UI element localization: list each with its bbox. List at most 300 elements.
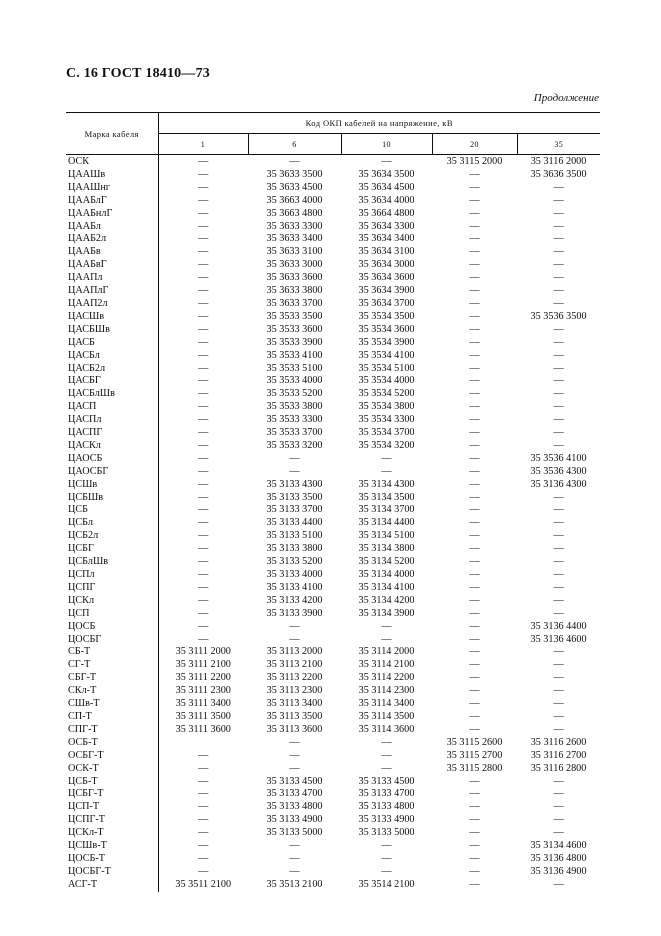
okp-code-cell: — xyxy=(469,672,480,684)
okp-code-cell: 35 3533 4100 xyxy=(266,349,323,361)
table-row xyxy=(66,414,600,427)
okp-code-cell: — xyxy=(198,246,209,258)
okp-code-cell: — xyxy=(469,659,480,671)
okp-code-cell: 35 3111 3400 xyxy=(175,698,231,710)
okp-code-cell: 35 3633 3100 xyxy=(266,246,323,258)
okp-code-cell: 35 3633 3500 xyxy=(266,168,323,180)
table-row xyxy=(66,530,600,543)
okp-code-cell: — xyxy=(469,788,480,800)
okp-code-cell: 35 3533 3500 xyxy=(266,310,323,322)
cable-brand-cell: ЦСШв xyxy=(66,479,158,492)
table-row xyxy=(66,724,600,737)
okp-code-cell: 35 3533 3700 xyxy=(266,427,323,439)
okp-code-cell: 35 3134 4100 xyxy=(358,581,415,593)
table-row xyxy=(66,311,600,324)
okp-code-cell: — xyxy=(553,556,564,568)
okp-code-cell: — xyxy=(553,285,564,297)
cable-brand-cell: ЦОСБГ-Т xyxy=(66,866,158,879)
table-row xyxy=(66,375,600,388)
okp-code-cell: — xyxy=(198,827,209,839)
cable-brand-cell: ЦАСШв xyxy=(66,311,158,324)
okp-code-cell: 35 3534 3500 xyxy=(358,310,415,322)
okp-code-cell: 35 3116 2700 xyxy=(530,749,587,761)
okp-code-cell: — xyxy=(198,194,209,206)
okp-code-cell: — xyxy=(198,620,209,632)
okp-code-cell: 35 3133 3800 xyxy=(266,543,323,555)
cable-brand-cell: ОСБГ-Т xyxy=(66,750,158,763)
okp-code-cell: — xyxy=(381,840,392,852)
okp-code-cell: — xyxy=(198,775,209,787)
okp-code-cell: — xyxy=(469,840,480,852)
okp-code-cell: 35 3134 3700 xyxy=(358,504,415,516)
table-row xyxy=(66,737,600,750)
cable-brand-cell: ЦАСБГ xyxy=(66,375,158,388)
okp-code-cell: — xyxy=(553,427,564,439)
cable-brand-cell: СШв-Т xyxy=(66,698,158,711)
cable-brand-cell: ЦСПГ-Т xyxy=(66,814,158,827)
table-row xyxy=(66,621,600,634)
okp-code-cell: 35 3133 4800 xyxy=(358,801,415,813)
cable-brand-cell: ЦААШнг xyxy=(66,182,158,195)
okp-code-cell: — xyxy=(198,297,209,309)
okp-code-cell: — xyxy=(553,181,564,193)
table-row xyxy=(66,543,600,556)
cable-brand-cell: АСГ-Т xyxy=(66,879,158,892)
okp-code-cell: 35 3634 3300 xyxy=(358,220,415,232)
cable-brand-cell: ЦААШв xyxy=(66,169,158,182)
okp-code-cell: — xyxy=(198,594,209,606)
okp-code-cell: — xyxy=(469,220,480,232)
cable-brand-cell: ЦСП-Т xyxy=(66,801,158,814)
voltage-header-10: 10 xyxy=(341,134,432,155)
okp-code-cell: 35 3633 3000 xyxy=(266,259,323,271)
okp-code-cell: — xyxy=(553,685,564,697)
okp-code-cell: — xyxy=(553,194,564,206)
table-row xyxy=(66,504,600,517)
okp-code-cell: 35 3133 3900 xyxy=(266,607,323,619)
okp-code-cell: — xyxy=(553,362,564,374)
okp-code-cell: 35 3114 3500 xyxy=(358,710,415,722)
okp-code-cell: 35 3111 3500 xyxy=(175,710,231,722)
okp-code-cell: 35 3116 2000 xyxy=(530,156,587,167)
okp-code-cell: — xyxy=(198,401,209,413)
okp-code-cell: — xyxy=(553,259,564,271)
cable-brand-cell: ЦСПл xyxy=(66,569,158,582)
table-row xyxy=(66,517,600,530)
okp-code-cell: — xyxy=(381,452,392,464)
okp-code-cell: — xyxy=(198,323,209,335)
okp-code-cell: 35 3534 3700 xyxy=(358,427,415,439)
cable-brand-cell: ЦАСКл xyxy=(66,440,158,453)
okp-code-cell: — xyxy=(469,569,480,580)
cable-brand-cell: ЦААП2л xyxy=(66,298,158,311)
cable-brand-cell: ЦСБ xyxy=(66,504,158,517)
table-row xyxy=(66,659,600,672)
okp-code-cell: 35 3514 2100 xyxy=(358,878,415,890)
okp-code-cell: — xyxy=(381,762,392,774)
okp-code-cell: — xyxy=(469,491,480,503)
okp-code-cell: 35 3111 3600 xyxy=(175,723,231,735)
okp-code-cell: — xyxy=(469,297,480,309)
okp-code-cell: 35 3134 4300 xyxy=(358,478,415,490)
okp-code-cell: — xyxy=(198,439,209,451)
okp-code-cell: — xyxy=(469,207,480,219)
okp-code-cell: — xyxy=(198,220,209,232)
okp-code-cell: 35 3636 3500 xyxy=(530,168,587,180)
cable-brand-cell: ЦААБвГ xyxy=(66,259,158,272)
okp-code-cell: — xyxy=(553,569,564,580)
okp-code-cell: — xyxy=(469,710,480,722)
table-row xyxy=(66,233,600,246)
okp-code-cell: 35 3536 3500 xyxy=(530,310,587,322)
table-row xyxy=(66,814,600,827)
okp-code-cell: 35 3114 2000 xyxy=(358,646,415,658)
table-row xyxy=(66,840,600,853)
okp-code-cell: 35 3513 2100 xyxy=(266,878,323,890)
okp-code-cell: — xyxy=(381,633,392,645)
okp-code-cell: — xyxy=(553,207,564,219)
okp-code-cell: — xyxy=(198,478,209,490)
okp-code-cell: 35 3136 4900 xyxy=(530,865,587,877)
cable-brand-cell: ЦСП xyxy=(66,608,158,621)
table-row xyxy=(66,324,600,337)
okp-code-cell: — xyxy=(469,607,480,619)
okp-code-cell: — xyxy=(469,646,480,658)
okp-code-cell: — xyxy=(469,246,480,258)
okp-code-cell: 35 3111 2100 xyxy=(175,659,231,671)
okp-code-cell: — xyxy=(289,452,300,464)
okp-code-cell: 35 3533 5100 xyxy=(266,362,323,374)
okp-code-cell: — xyxy=(198,388,209,400)
cable-brand-cell: ЦСБШв xyxy=(66,492,158,505)
okp-code-cell: 35 3534 3800 xyxy=(358,401,415,413)
okp-code-cell: 35 3115 2000 xyxy=(446,156,503,167)
okp-code-cell: 35 3136 4800 xyxy=(530,852,587,864)
okp-code-cell: 35 3133 4700 xyxy=(358,788,415,800)
okp-code-cell: 35 3113 3600 xyxy=(266,723,323,735)
okp-code-cell: — xyxy=(469,414,480,426)
okp-code-cell: — xyxy=(553,594,564,606)
table-row xyxy=(66,440,600,453)
table-row xyxy=(66,388,600,401)
okp-code-cell: 35 3533 3900 xyxy=(266,336,323,348)
table-row xyxy=(66,285,600,298)
cable-brand-cell: ЦСБГ-Т xyxy=(66,788,158,801)
okp-code-cell: — xyxy=(553,659,564,671)
okp-code-cell: — xyxy=(553,517,564,529)
okp-code-cell: 35 3113 3500 xyxy=(266,710,323,722)
okp-code-cell: 35 3111 2000 xyxy=(175,646,231,658)
okp-code-cell: — xyxy=(381,865,392,877)
okp-code-cell xyxy=(158,737,248,750)
okp-code-cell: — xyxy=(198,504,209,516)
table-row xyxy=(66,453,600,466)
okp-code-cell: 35 3136 4300 xyxy=(530,478,587,490)
cable-brand-cell: ЦААПл xyxy=(66,272,158,285)
okp-code-cell: 35 3533 3800 xyxy=(266,401,323,413)
okp-code-cell: — xyxy=(289,852,300,864)
cable-brand-cell: ЦОСБ xyxy=(66,621,158,634)
okp-code-cell: — xyxy=(198,427,209,439)
table-row xyxy=(66,556,600,569)
cable-brand-cell: СКл-Т xyxy=(66,685,158,698)
okp-code-cell: — xyxy=(198,375,209,387)
cable-brand-cell: ЦАСБ xyxy=(66,337,158,350)
table-row xyxy=(66,479,600,492)
okp-code-cell: 35 3534 5200 xyxy=(358,388,415,400)
okp-code-cell: 35 3114 3400 xyxy=(358,698,415,710)
okp-code-cell: — xyxy=(198,336,209,348)
okp-code-cell: 35 3534 5100 xyxy=(358,362,415,374)
okp-code-cell: 35 3134 4600 xyxy=(530,840,587,852)
okp-code-cell: — xyxy=(289,865,300,877)
okp-code-cell: 35 3136 4600 xyxy=(530,633,587,645)
cable-brand-cell: СПГ-Т xyxy=(66,724,158,737)
table-row xyxy=(66,221,600,234)
table-row xyxy=(66,401,600,414)
cable-brand-cell: СП-Т xyxy=(66,711,158,724)
okp-code-cell: — xyxy=(469,272,480,284)
okp-code-cell: 35 3133 5100 xyxy=(266,530,323,542)
okp-code-cell: 35 3533 4000 xyxy=(266,375,323,387)
okp-code-cell: — xyxy=(469,852,480,864)
okp-code-cell: 35 3663 4000 xyxy=(266,194,323,206)
okp-code-cell: 35 3113 2200 xyxy=(266,672,323,684)
table-row xyxy=(66,711,600,724)
okp-code-cell: — xyxy=(553,646,564,658)
okp-code-cell: — xyxy=(469,375,480,387)
okp-code-cell: 35 3634 3600 xyxy=(358,272,415,284)
okp-code-cell: — xyxy=(198,865,209,877)
okp-code-cell: — xyxy=(469,336,480,348)
okp-code-cell: 35 3134 3800 xyxy=(358,543,415,555)
okp-code-cell: — xyxy=(289,465,300,477)
okp-code-cell: — xyxy=(289,633,300,645)
table-row xyxy=(66,272,600,285)
cable-brand-cell: ЦАСПГ xyxy=(66,427,158,440)
okp-code-cell: 35 3111 2300 xyxy=(175,685,231,697)
okp-code-cell: — xyxy=(553,375,564,387)
okp-code-cell: 35 3134 3900 xyxy=(358,607,415,619)
okp-code-cell: — xyxy=(469,594,480,606)
table-row xyxy=(66,788,600,801)
okp-code-cell: — xyxy=(198,233,209,245)
okp-code-cell: 35 3113 3400 xyxy=(266,698,323,710)
table-row xyxy=(66,853,600,866)
okp-code-cell: — xyxy=(553,672,564,684)
okp-code-cell: — xyxy=(198,581,209,593)
table-row xyxy=(66,672,600,685)
okp-code-cell: — xyxy=(289,762,300,774)
table-row xyxy=(66,801,600,814)
cable-brand-cell: ЦАСП xyxy=(66,401,158,414)
table-row xyxy=(66,685,600,698)
okp-code-cell: 35 3634 4500 xyxy=(358,181,415,193)
okp-code-cell: — xyxy=(469,878,480,890)
table-row xyxy=(66,569,600,582)
okp-code-cell: — xyxy=(198,452,209,464)
okp-code-cell: — xyxy=(198,633,209,645)
okp-code-cell: — xyxy=(469,362,480,374)
okp-code-cell: — xyxy=(198,569,209,580)
okp-code-cell: 35 3134 3500 xyxy=(358,491,415,503)
cable-brand-cell: ЦААБл xyxy=(66,221,158,234)
okp-code-cell: 35 3633 3300 xyxy=(266,220,323,232)
okp-code-cell: — xyxy=(469,801,480,813)
cable-brand-cell: ЦАОСБ xyxy=(66,453,158,466)
okp-code-cell: — xyxy=(469,401,480,413)
okp-code-cell: — xyxy=(553,233,564,245)
okp-code-cell: — xyxy=(469,620,480,632)
brand-column-header: Марка кабеля xyxy=(66,113,158,155)
cable-brand-cell: ЦСБ2л xyxy=(66,530,158,543)
okp-code-cell: 35 3534 4100 xyxy=(358,349,415,361)
cable-brand-cell: ОСК-Т xyxy=(66,763,158,776)
okp-code-cell: — xyxy=(289,736,300,748)
okp-code-cell: 35 3133 4500 xyxy=(266,775,323,787)
okp-code-cell: 35 3114 2200 xyxy=(358,672,415,684)
okp-code-cell: — xyxy=(469,685,480,697)
okp-code-cell: — xyxy=(553,607,564,619)
okp-code-cell: 35 3133 4000 xyxy=(266,569,323,580)
okp-code-cell: 35 3134 4400 xyxy=(358,517,415,529)
okp-code-cell: — xyxy=(198,272,209,284)
okp-code-cell: — xyxy=(469,259,480,271)
cable-brand-cell: ЦАСБлШв xyxy=(66,388,158,401)
okp-code-cell: 35 3133 5200 xyxy=(266,556,323,568)
voltage-header-1: 1 xyxy=(158,134,248,155)
cable-brand-cell: ЦААБнлГ xyxy=(66,208,158,221)
okp-code-cell: 35 3136 4400 xyxy=(530,620,587,632)
okp-code-cell: 35 3533 3200 xyxy=(266,439,323,451)
okp-code-cell: — xyxy=(553,401,564,413)
okp-code-cell: — xyxy=(553,530,564,542)
cable-brand-cell: ЦСБ-Т xyxy=(66,776,158,789)
table-body xyxy=(66,155,600,892)
okp-code-cell: 35 3133 3700 xyxy=(266,504,323,516)
okp-code-cell: — xyxy=(469,233,480,245)
okp-code-cell: — xyxy=(381,736,392,748)
cable-brand-cell: ЦАСПл xyxy=(66,414,158,427)
okp-code-cell: — xyxy=(198,414,209,426)
cable-brand-cell: ЦААБв xyxy=(66,246,158,259)
okp-code-cell: — xyxy=(553,220,564,232)
cable-brand-cell: ОСК xyxy=(66,155,158,169)
okp-code-cell: — xyxy=(553,878,564,890)
table-row xyxy=(66,298,600,311)
okp-code-cell: 35 3133 4700 xyxy=(266,788,323,800)
table-row xyxy=(66,776,600,789)
table-row xyxy=(66,246,600,259)
okp-code-cell: 35 3134 5100 xyxy=(358,530,415,542)
okp-code-cell: 35 3115 2600 xyxy=(446,736,503,748)
okp-code-cell: — xyxy=(469,723,480,735)
okp-code-cell: — xyxy=(469,427,480,439)
okp-code-cell: 35 3534 4000 xyxy=(358,375,415,387)
okp-code-cell: — xyxy=(469,388,480,400)
table-row xyxy=(66,646,600,659)
okp-code-cell: 35 3113 2100 xyxy=(266,659,323,671)
okp-code-cell: 35 3133 4800 xyxy=(266,801,323,813)
okp-code-cell: 35 3634 3700 xyxy=(358,297,415,309)
voltage-header-6: 6 xyxy=(248,134,341,155)
okp-code-cell: — xyxy=(553,297,564,309)
okp-code-cell: 35 3133 4300 xyxy=(266,478,323,490)
cable-brand-cell: ЦСШв-Т xyxy=(66,840,158,853)
table-row xyxy=(66,337,600,350)
cable-brand-cell: ОСБ-Т xyxy=(66,737,158,750)
okp-code-cell: — xyxy=(198,156,209,167)
okp-code-cell: 35 3114 2100 xyxy=(358,659,415,671)
okp-code-cell: — xyxy=(198,310,209,322)
okp-code-cell: 35 3534 3900 xyxy=(358,336,415,348)
okp-code-cell: 35 3663 4800 xyxy=(266,207,323,219)
okp-code-cell: 35 3634 3400 xyxy=(358,233,415,245)
cable-brand-cell: ЦСБлШв xyxy=(66,556,158,569)
okp-code-cell: — xyxy=(289,620,300,632)
table-row xyxy=(66,634,600,647)
table-row xyxy=(66,879,600,892)
okp-code-cell: — xyxy=(469,827,480,839)
okp-group-header: Код ОКП кабелей на напряжение, кВ xyxy=(158,113,600,134)
okp-code-cell: 35 3133 5000 xyxy=(358,827,415,839)
table-row xyxy=(66,259,600,272)
okp-code-cell: 35 3534 3300 xyxy=(358,414,415,426)
okp-code-cell: — xyxy=(553,543,564,555)
cable-brand-cell: СБГ-Т xyxy=(66,672,158,685)
okp-code-cell: 35 3113 2300 xyxy=(266,685,323,697)
okp-code-cell: 35 3633 3400 xyxy=(266,233,323,245)
okp-code-cell: — xyxy=(198,543,209,555)
okp-code-cell: — xyxy=(198,465,209,477)
okp-code-cell: — xyxy=(198,852,209,864)
table-row xyxy=(66,466,600,479)
okp-code-cell: — xyxy=(553,827,564,839)
cable-brand-cell: ЦАСБШв xyxy=(66,324,158,337)
okp-code-cell: — xyxy=(469,478,480,490)
okp-code-cell: 35 3134 5200 xyxy=(358,556,415,568)
okp-code-cell: 35 3114 2300 xyxy=(358,685,415,697)
cable-brand-cell: СБ-Т xyxy=(66,646,158,659)
okp-code-cell: — xyxy=(381,620,392,632)
okp-code-cell: — xyxy=(553,246,564,258)
okp-code-cell: — xyxy=(198,530,209,542)
table-row xyxy=(66,698,600,711)
okp-code-cell: 35 3133 4200 xyxy=(266,594,323,606)
okp-code-cell: 35 3536 4100 xyxy=(530,452,587,464)
okp-code-cell: — xyxy=(553,388,564,400)
okp-code-cell: 35 3133 4900 xyxy=(358,814,415,826)
okp-code-cell: — xyxy=(469,310,480,322)
okp-code-cell: — xyxy=(553,788,564,800)
okp-code-cell: — xyxy=(469,775,480,787)
okp-code-cell: — xyxy=(553,710,564,722)
okp-code-cell: — xyxy=(198,285,209,297)
okp-code-cell: 35 3533 3600 xyxy=(266,323,323,335)
okp-code-cell: — xyxy=(381,465,392,477)
okp-code-cell: 35 3634 3500 xyxy=(358,168,415,180)
table-row xyxy=(66,427,600,440)
okp-code-cell: — xyxy=(553,414,564,426)
okp-code-cell: 35 3534 3200 xyxy=(358,439,415,451)
voltage-header-20: 20 xyxy=(432,134,517,155)
cable-brand-cell: ЦСБГ xyxy=(66,543,158,556)
okp-code-cell: 35 3633 3800 xyxy=(266,285,323,297)
okp-code-cell: — xyxy=(198,788,209,800)
okp-code-cell: 35 3633 3600 xyxy=(266,272,323,284)
table-row xyxy=(66,195,600,208)
okp-code-cell: 35 3111 2200 xyxy=(175,672,231,684)
